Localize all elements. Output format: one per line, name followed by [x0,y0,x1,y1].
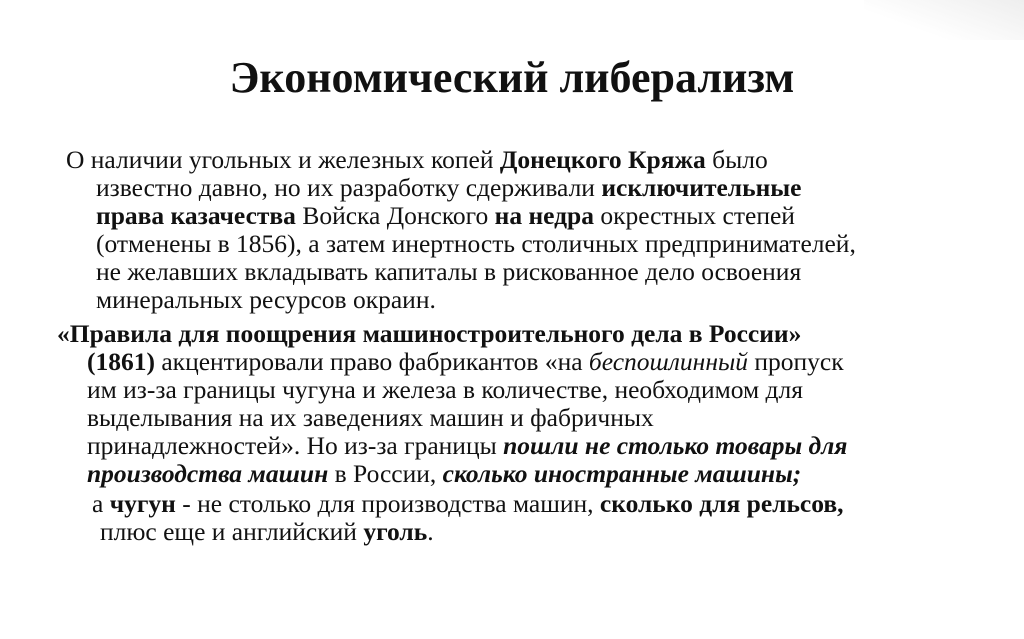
text-span: окрестных степей [593,201,795,230]
text-line [57,432,967,460]
paragraph-donetsk [66,146,966,314]
text-span: - не столько для производства машин, [175,489,600,518]
text-line [92,518,972,546]
text-span: известно давно, но их разработку сдерживали [96,173,602,202]
bold-span: Донецкого Кряжа [499,145,706,174]
corner-shade [864,0,1024,40]
text-line: «Правила для поощрения машиностроительного дела в России» [57,319,802,348]
text-span: в России, [328,459,443,488]
bold-span: на недра [494,201,594,230]
bold-span: уголь [363,517,428,546]
paragraph-cast-iron [92,490,972,546]
paragraph-rules-1861 [57,320,967,488]
text-line [57,348,967,376]
bold-italic-span: пошли не столько товары для [503,431,848,460]
text-span: было [705,145,768,174]
text-line: минеральных ресурсов окраин. [96,285,436,314]
text-line: (отменены в 1856), а затем инертность столичных предпринимателей, [96,229,856,258]
page-title: Экономический либерализм [229,53,795,102]
text-line [57,460,967,488]
text-span: а [92,489,110,518]
text-span: акцентировали право фабрикантов «на [154,347,589,376]
text-line: выделывания на их заведениях машин и фабричных [87,403,654,432]
text-line [66,174,966,202]
bold-italic-span: производства машин [87,459,329,488]
text-span: О наличии угольных и железных копей [66,145,500,174]
bold-span: сколько для рельсов, [599,489,844,518]
text-span: . [427,517,434,546]
bold-span: права казачества [96,201,296,230]
text-line: не желавших вкладывать капиталы в рискованное дело освоения [96,257,802,286]
text-line [66,202,966,230]
bold-italic-span: сколько иностранные машины; [442,459,802,488]
text-line: им из-за границы чугуна и железа в количестве, необходимом для [87,375,803,404]
italic-span: беспошлинный [588,347,748,376]
text-span: плюс еще и английский [100,517,364,546]
text-line [92,489,844,518]
text-span: пропуск [748,347,844,376]
text-span: принадлежностей». Но из-за границы [87,431,504,460]
text-span: Войска Донского [295,201,495,230]
text-line [66,145,768,174]
bold-span: (1861) [87,347,155,376]
bold-span: чугун [109,489,176,518]
bold-span: исключительные [601,173,802,202]
